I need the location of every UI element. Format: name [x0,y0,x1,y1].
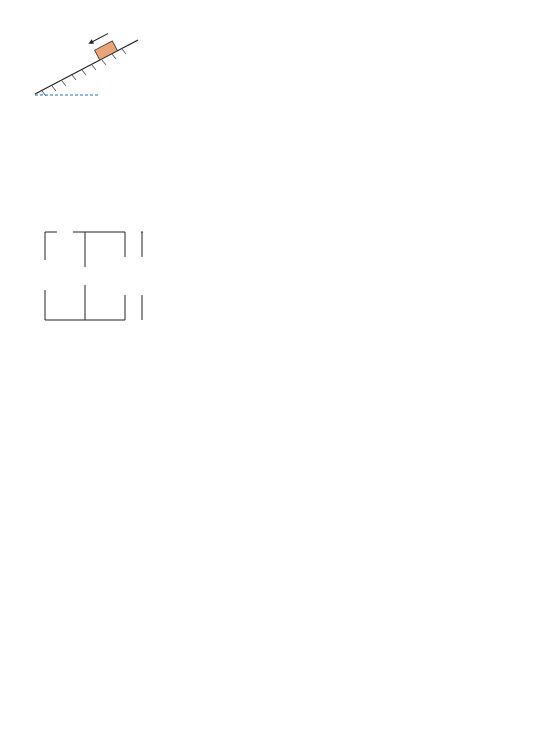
velocity-arrow-icon [87,31,109,46]
block [95,41,118,60]
q6-incline-figure [30,32,140,102]
incline-surface [35,40,138,94]
q7-transformer-circuit [30,220,240,330]
incline-hatch [42,49,126,96]
